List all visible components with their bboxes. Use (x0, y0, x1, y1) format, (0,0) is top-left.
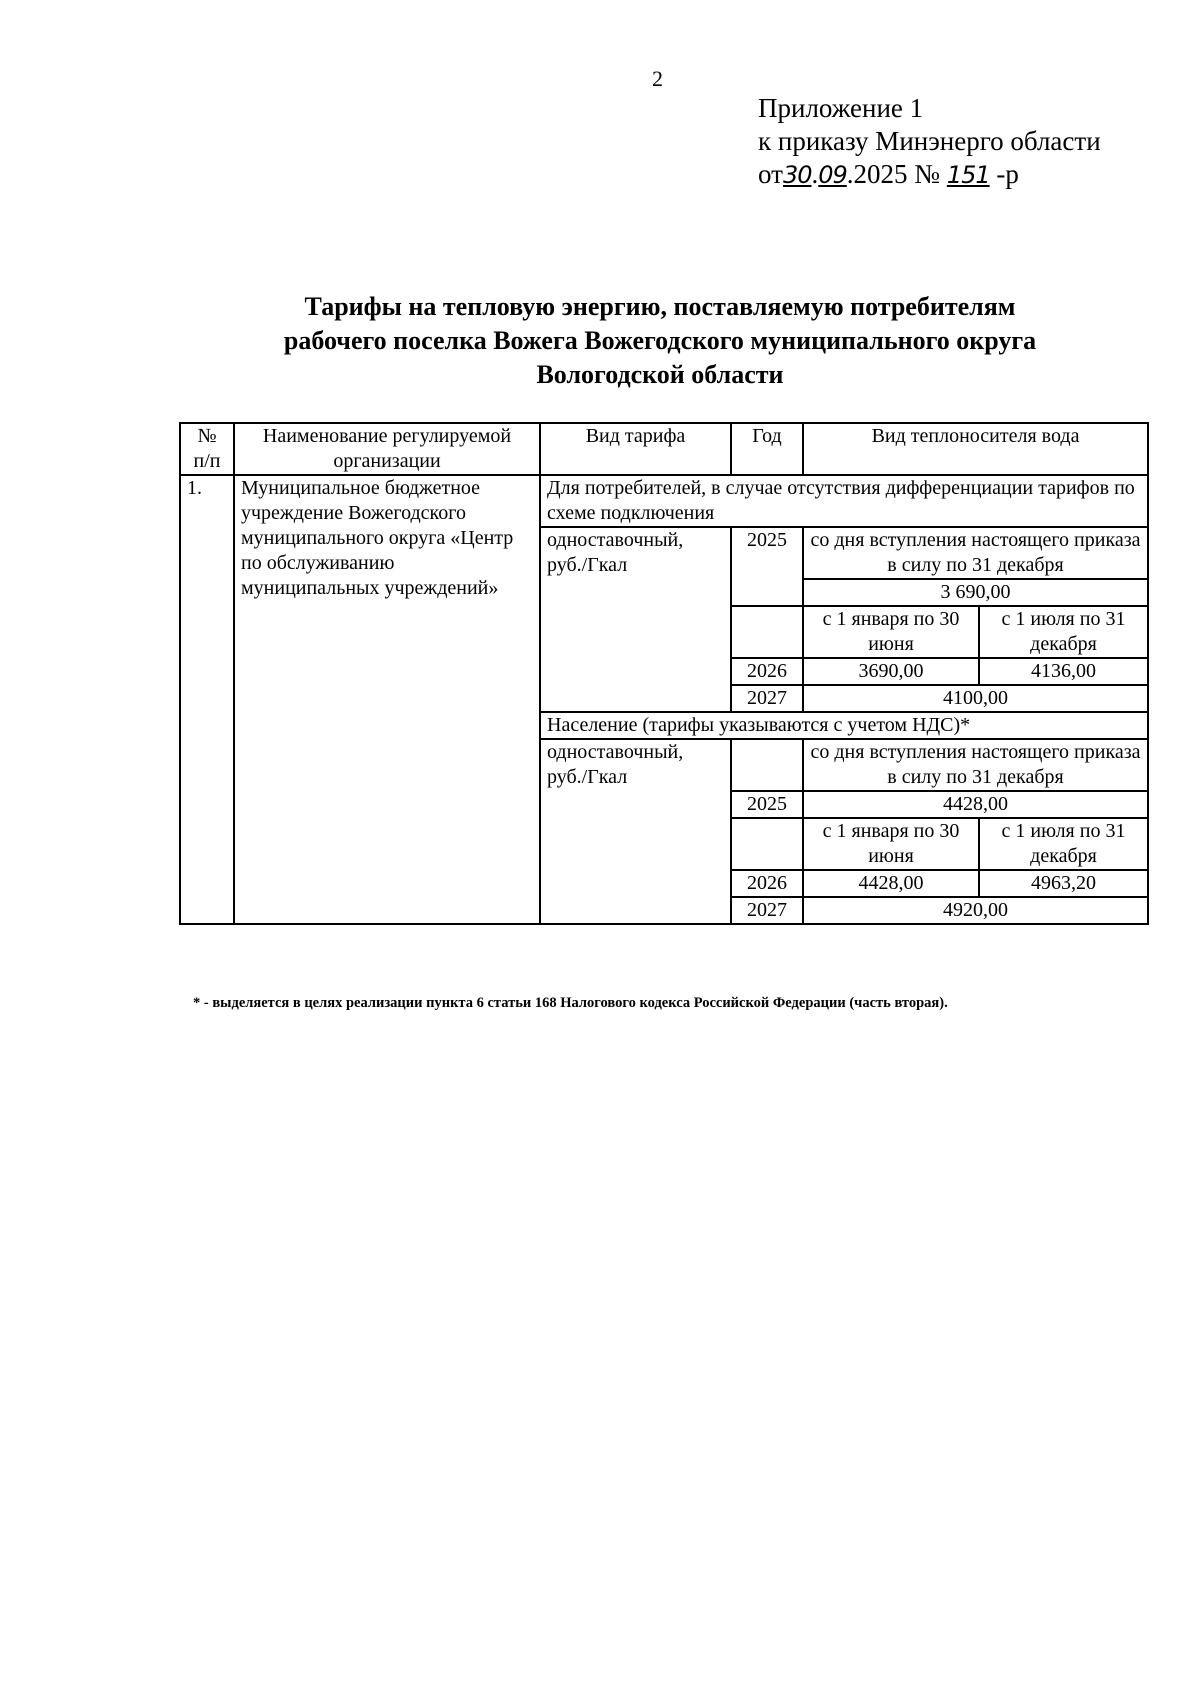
group2-empty-year (731, 739, 803, 791)
group1-empty-year (731, 606, 803, 658)
header-carrier: Вид теплоносителя вода (803, 423, 1148, 475)
group2-value-2027: 4920,00 (803, 897, 1148, 924)
date-year: .2025 № (846, 159, 941, 189)
group1-year-2027: 2027 (731, 685, 803, 712)
order-number: 151 (946, 161, 990, 189)
group2-value-2025: 4428,00 (803, 791, 1148, 818)
table-row (180, 475, 1148, 527)
group1-period-h1: с 1 января по 30 июня (803, 606, 979, 658)
group1-year-2026: 2026 (731, 658, 803, 685)
tariff-table (179, 422, 1149, 925)
group2-tariff-type: одноставочный, руб./Гкал (540, 739, 731, 924)
group2-period-h2: с 1 июля по 31 декабря (979, 818, 1148, 870)
title-line-1: Тарифы на тепловую энергию, поставляемую потребителям (304, 292, 1016, 321)
document-title (150, 290, 1170, 392)
page-number: 2 (652, 66, 663, 91)
table-header-row (180, 423, 1148, 475)
appendix-line-2: к приказу Минэнерго области (758, 126, 1101, 156)
group1-value-2026-h2: 4136,00 (979, 658, 1148, 685)
group1-period-h2: с 1 июля по 31 декабря (979, 606, 1148, 658)
title-line-2: рабочего поселка Вожега Вожегодского муниципального округа (283, 326, 1037, 355)
group2-period-2025: со дня вступления настоящего приказа в силу по 31 декабря (803, 739, 1148, 791)
group2-year-2026: 2026 (731, 870, 803, 897)
group2-year-2027: 2027 (731, 897, 803, 924)
appendix-line-1: Приложение 1 (758, 93, 924, 123)
header-organization: Наименование регулируемой организации (234, 423, 540, 475)
date-month: 09 (818, 161, 847, 189)
group1-value-2025: 3 690,00 (803, 579, 1148, 606)
group2-period-h1: с 1 января по 30 июня (803, 818, 979, 870)
appendix-date-line: от30.09.2025 № 151 -р (758, 159, 1019, 189)
group2-value-2026-h1: 4428,00 (803, 870, 979, 897)
date-day: 30 (782, 161, 812, 189)
group1-title: Для потребителей, в случае отсутствия дифференциации тарифов по схеме подключения (540, 475, 1148, 527)
group2-empty-year-2 (731, 818, 803, 870)
title-line-3: Вологодской области (536, 360, 784, 389)
date-prefix: от (758, 159, 783, 189)
group1-year-2025: 2025 (731, 527, 803, 606)
group2-title: Население (тарифы указываются с учетом НДС)* (540, 712, 1148, 739)
group1-tariff-type: одноставочный, руб./Гкал (540, 527, 731, 712)
group2-value-2026-h2: 4963,20 (979, 870, 1148, 897)
footnote: * - выделяется в целях реализации пункта 6 статьи 168 Налогового кодекса Российской Федерации (часть вторая). (193, 995, 948, 1011)
group1-value-2026-h1: 3690,00 (803, 658, 979, 685)
organization-name: Муниципальное бюджетное учреждение Вожегодского муниципального округа «Центр по обслуживанию муниципальных учреждений» (234, 475, 540, 924)
header-num: № п/п (180, 423, 234, 475)
group1-period-2025: со дня вступления настоящего приказа в силу по 31 декабря (803, 527, 1148, 579)
header-year: Год (731, 423, 803, 475)
group2-year-2025: 2025 (731, 791, 803, 818)
row-number: 1. (180, 475, 234, 924)
group1-value-2027: 4100,00 (803, 685, 1148, 712)
header-tariff-type: Вид тарифа (540, 423, 731, 475)
order-suffix: -р (996, 159, 1019, 189)
appendix-header (758, 92, 1101, 192)
